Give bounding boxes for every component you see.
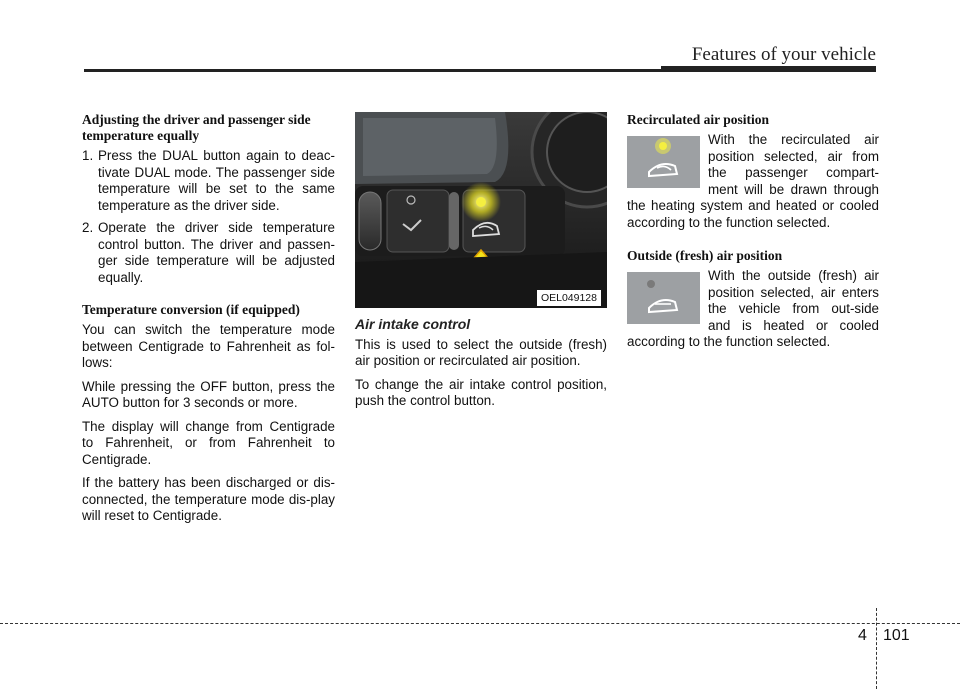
heading-adjust-equally: Adjusting the driver and passenger side temperature equally: [82, 112, 311, 143]
paragraph: This is used to select the outside (fresh) air position or recirculated air position.: [355, 336, 607, 368]
column-middle: [355, 112, 607, 417]
paragraph: If the battery has been discharged or dis-connected, the temperature mode dis-play will reset to Centigrade.: [82, 475, 335, 523]
control-panel-illustration: [355, 112, 607, 308]
header-title: Features of your vehicle: [691, 44, 876, 65]
subtitle-air-intake: Air intake control: [355, 316, 471, 332]
paragraph-recirculated: With the recirculated air position selected, air from the passenger compart-ment will be drawn through the heating system and heated or cooled according to the function selected.: [627, 132, 879, 230]
page-number: 101: [883, 627, 910, 644]
chapter-number: 4: [858, 627, 867, 644]
list-item: [82, 148, 335, 214]
paragraph: You can switch the temperature mode between Centigrade to Fahrenheit as fol-lows:: [82, 322, 335, 370]
footer-divider: [876, 608, 877, 689]
image-code: OEL049128: [537, 290, 601, 307]
paragraph-outside-air: With the outside (fresh) air position selected, air enters the vehicle from out-side and is heated or cooled according to the function selected.: [627, 268, 879, 349]
header-rule-accent: [661, 66, 876, 72]
list-item: [82, 220, 335, 286]
heading-temperature-conversion: Temperature conversion (if equipped): [82, 302, 300, 317]
recirc-icon: [627, 136, 700, 188]
list-text: Operate the driver side temperature control button. The driver and passen-ger side temperature will be adjusted equally.: [98, 220, 335, 285]
list-number: 2.: [82, 220, 94, 235]
footer-rule: [0, 623, 960, 624]
heading-outside-air: Outside (fresh) air position: [627, 248, 783, 263]
list-number: 1.: [82, 148, 94, 163]
recirc-button-illustration: [627, 136, 700, 188]
control-panel-photo: [355, 112, 607, 308]
list-text: Press the DUAL button again to deac-tivate DUAL mode. The passenger side temperature will be set to the same temperature as the driver side.: [98, 148, 335, 213]
fresh-button-illustration: [627, 272, 700, 324]
column-right: [627, 112, 879, 358]
fresh-air-icon: [627, 272, 700, 324]
paragraph: To change the air intake control position, push the control button.: [355, 376, 607, 408]
paragraph: The display will change from Centigrade to Fahrenheit, or from Fahrenheit to Centigrade.: [82, 418, 335, 467]
heading-recirculated: Recirculated air position: [627, 112, 769, 127]
paragraph: While pressing the OFF button, press the AUTO button for 3 seconds or more.: [82, 378, 335, 410]
column-left: [82, 112, 335, 532]
